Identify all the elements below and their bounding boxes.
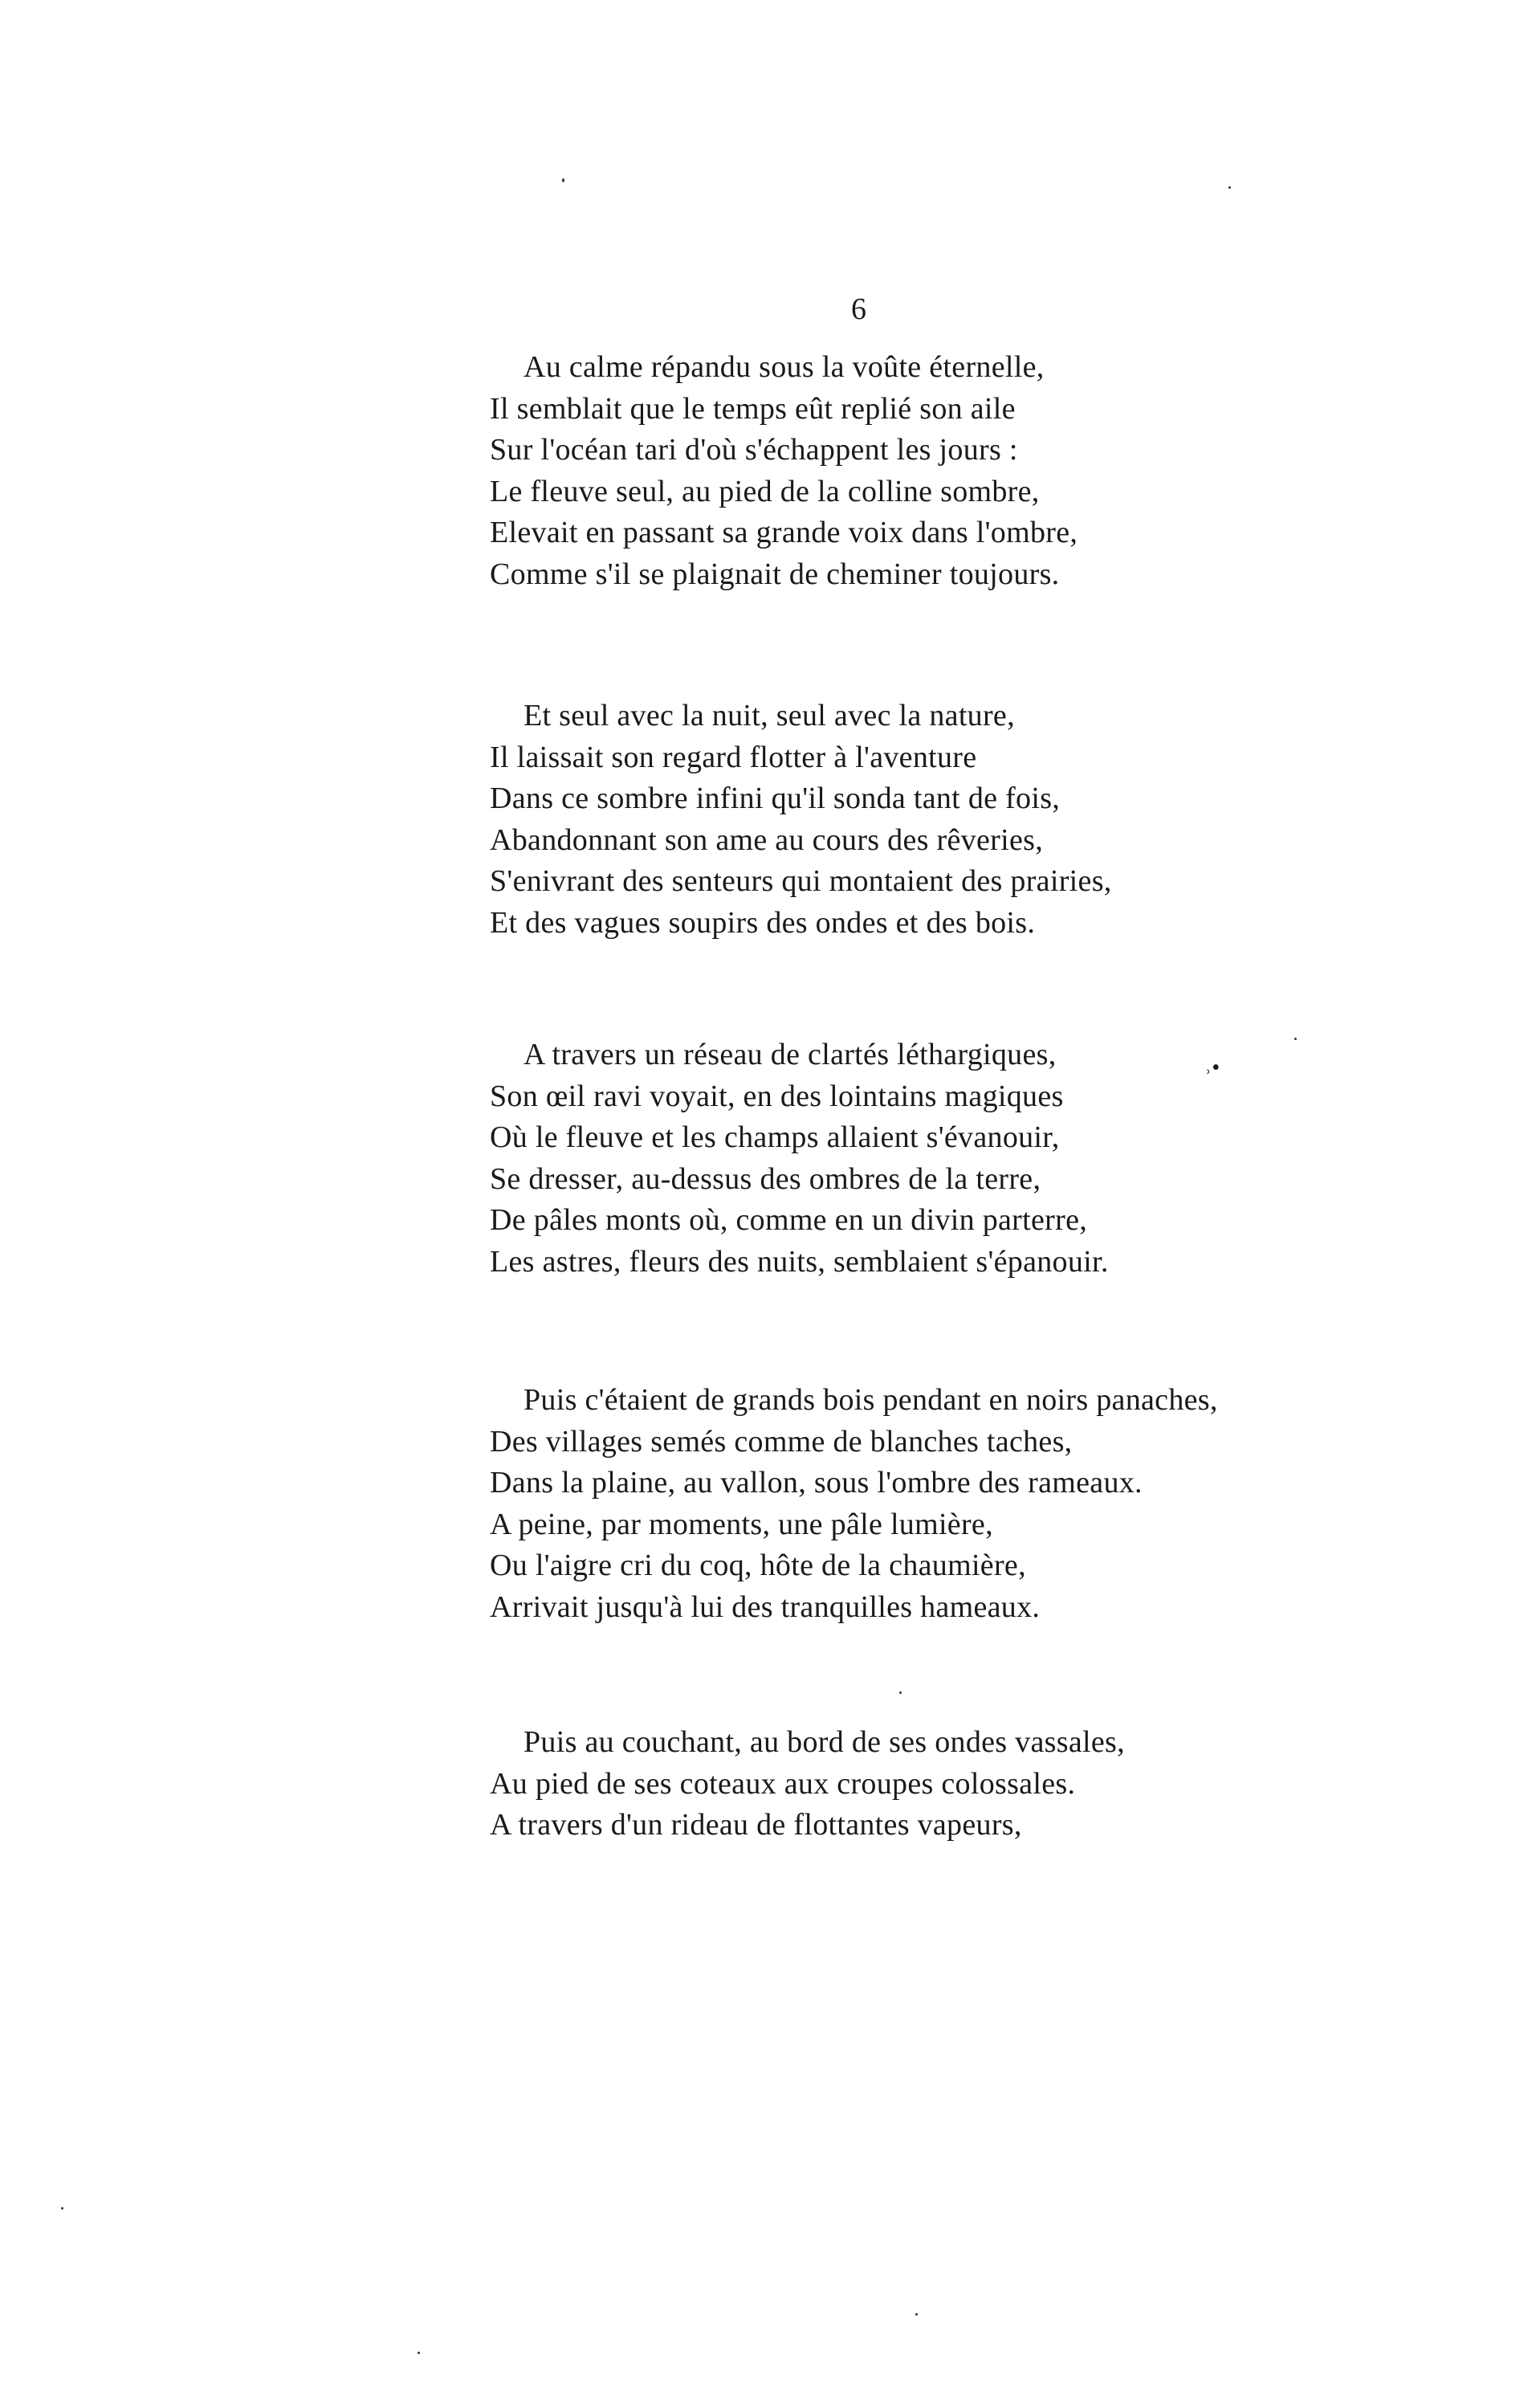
stanza-5 (490, 1722, 1125, 1846)
verse-line: Sur l'océan tari d'où s'échappent les jours : (490, 433, 1018, 467)
ink-mark-decoration: ˒• (1204, 1055, 1220, 1080)
scan-speck-decoration (61, 2207, 63, 2210)
verse-line: Il laissait son regard flotter à l'aventure (490, 740, 977, 774)
verse-line: Arrivait jusqu'à lui des tranquilles hameaux. (490, 1589, 1041, 1624)
verse-line: Dans la plaine, au vallon, sous l'ombre des rameaux. (490, 1466, 1143, 1500)
verse-line: Ou l'aigre cri du coq, hôte de la chaumière, (490, 1549, 1026, 1582)
stanza-2 (490, 696, 1112, 944)
verse-line: Le fleuve seul, au pied de la colline sombre, (490, 474, 1040, 508)
verse-line: A peine, par moments, une pâle lumière, (490, 1507, 993, 1541)
stanza-3 (490, 1034, 1109, 1283)
verse-line: Elevait en passant sa grande voix dans l'ombre, (490, 516, 1078, 549)
verse-line: Son œil ravi voyait, en des lointains magiques (490, 1079, 1064, 1113)
scan-speck-decoration (1228, 186, 1231, 189)
verse-line: Dans ce sombre infini qu'il sonda tant de fois, (490, 781, 1061, 815)
verse-line: Au calme répandu sous la voûte éternelle, (524, 350, 1045, 384)
verse-line: S'enivrant des senteurs qui montaient des prairies, (490, 864, 1112, 898)
page-number: 6 (851, 292, 866, 326)
verse-line: Comme s'il se plaignait de cheminer toujours. (490, 557, 1060, 591)
scan-speck-decoration (418, 2352, 420, 2354)
verse-line: Des villages semés comme de blanches taches, (490, 1424, 1073, 1459)
scan-speck-decoration (899, 1691, 902, 1694)
verse-line: Il semblait que le temps eût replié son aile (490, 391, 1016, 426)
stanza-4 (490, 1380, 1218, 1628)
verse-line: Abandonnant son ame au cours des rêveries, (490, 822, 1043, 857)
verse-line: Puis c'étaient de grands bois pendant en noirs panaches, (524, 1383, 1218, 1417)
verse-line: De pâles monts où, comme en un divin parterre, (490, 1203, 1088, 1237)
verse-line: Les astres, fleurs des nuits, semblaient s'épanouir. (490, 1244, 1109, 1279)
verse-line: Se dresser, au-dessus des ombres de la terre, (490, 1161, 1041, 1196)
verse-line: A travers un réseau de clartés léthargiques, (524, 1038, 1057, 1071)
verse-line: Et des vagues soupirs des ondes et des bois. (490, 905, 1036, 940)
verse-line: Au pied de ses coteaux aux croupes colossales. (490, 1766, 1076, 1801)
scan-speck-decoration (562, 178, 564, 182)
verse-line: Puis au couchant, au bord de ses ondes vassales, (524, 1725, 1125, 1759)
scan-speck-decoration (915, 2313, 918, 2316)
verse-line: A travers d'un rideau de flottantes vapeurs, (490, 1808, 1022, 1842)
stanza-1 (490, 347, 1078, 595)
verse-line: Où le fleuve et les champs allaient s'évanouir, (490, 1120, 1060, 1154)
verse-line: Et seul avec la nuit, seul avec la nature, (524, 699, 1015, 732)
scan-speck-decoration (1294, 1038, 1297, 1040)
